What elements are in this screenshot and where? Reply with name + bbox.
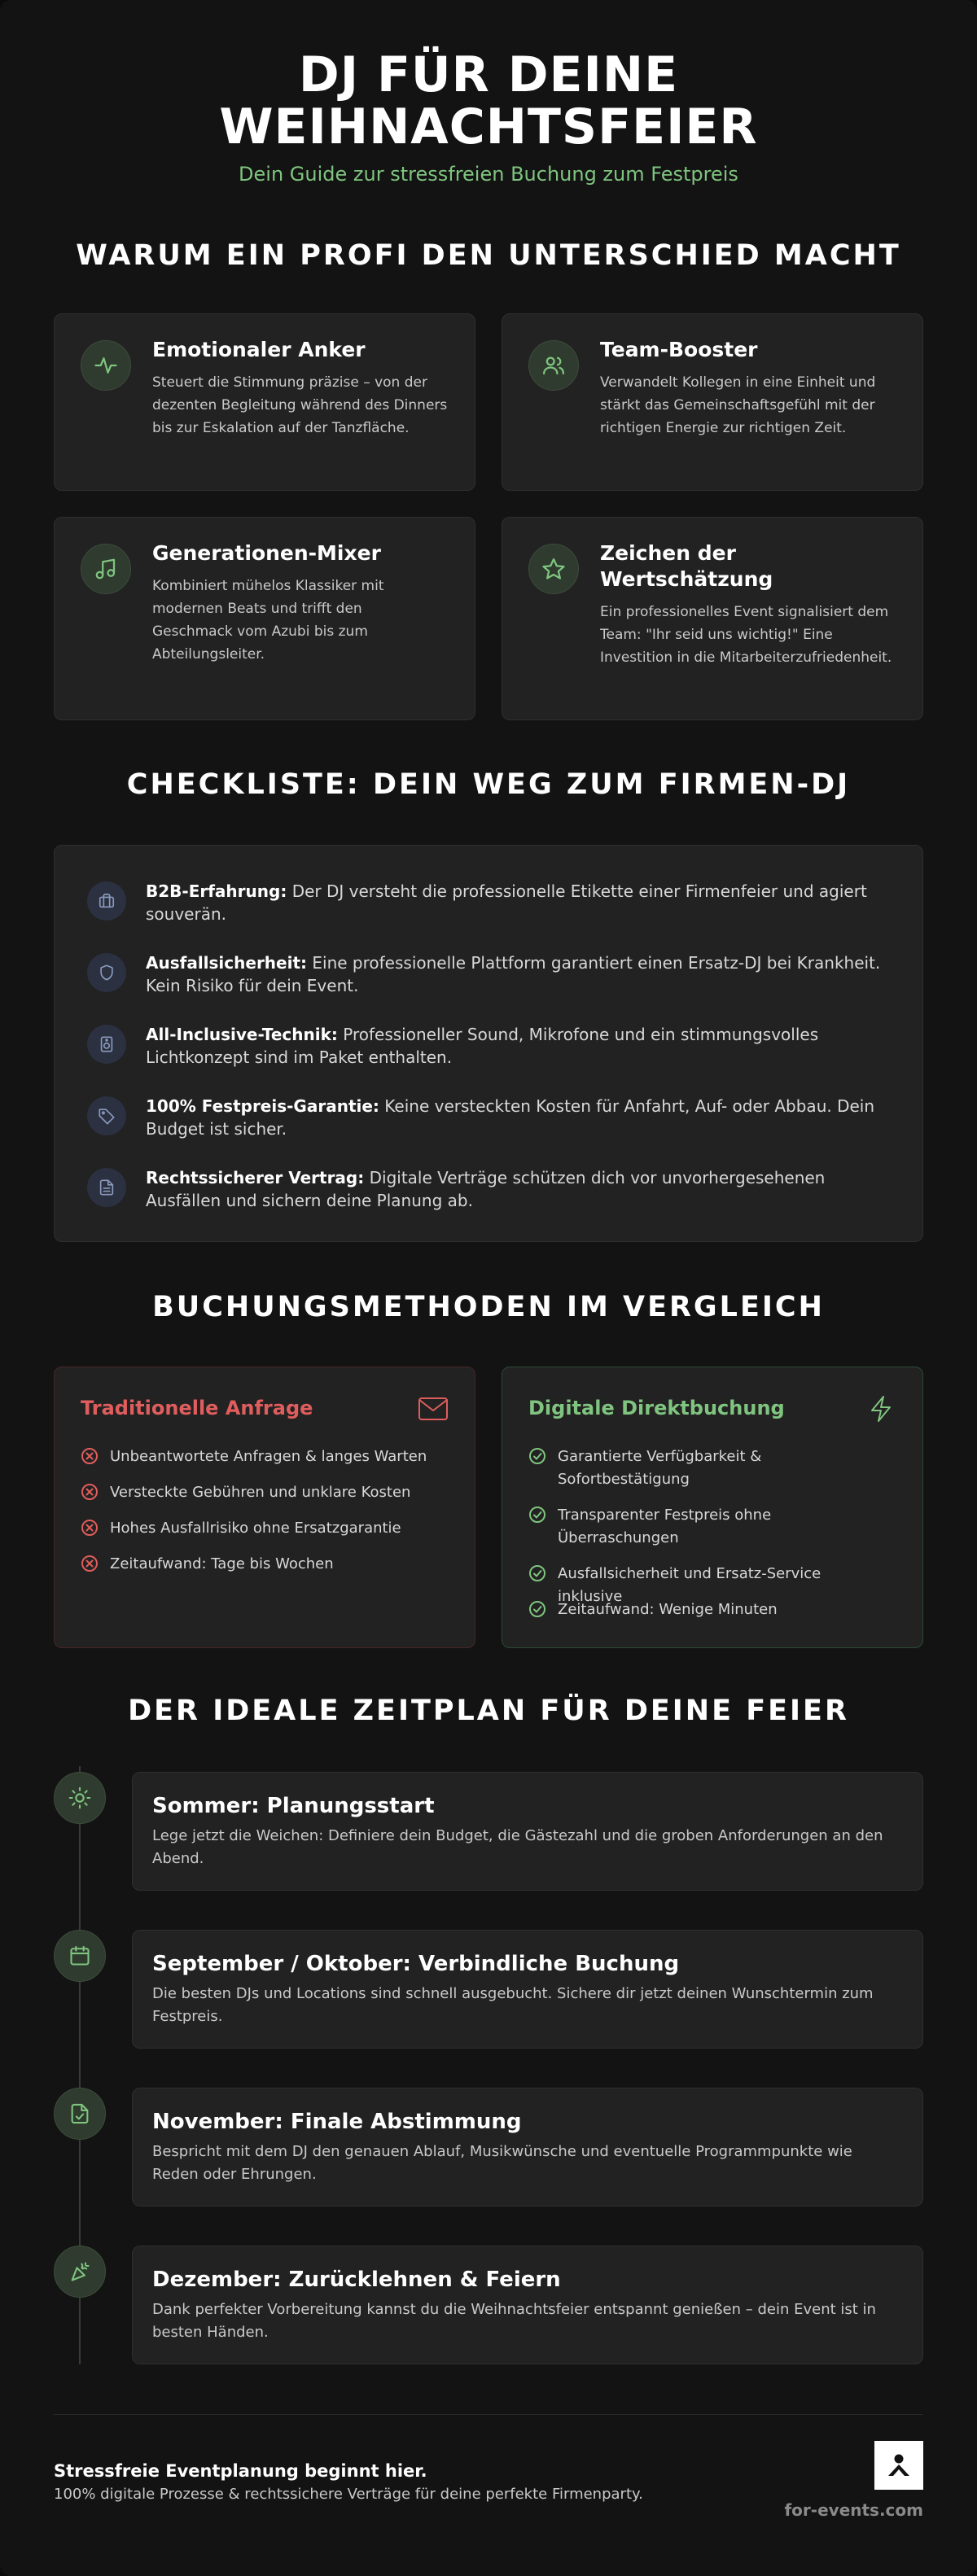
reason-title: Team-Booster [600, 338, 758, 361]
direct-method-text: Garantierte Verfügbarkeit & Sofortbestätigung [558, 1448, 762, 1488]
reason-card [54, 313, 475, 491]
traditional-method-text: Versteckte Gebühren und unklare Kosten [110, 1484, 411, 1501]
tag-icon [87, 1096, 126, 1135]
footer-domain-link[interactable]: for-events.com [784, 2500, 923, 2520]
checklist-text [146, 1095, 895, 1140]
footer-text: 100% digitale Prozesse & rechtssichere Verträge für deine perfekte Firmenparty. [54, 2486, 643, 2503]
checklist-label: B2B-Erfahrung: [146, 881, 287, 901]
checklist-text [146, 951, 895, 997]
section-heading-timeline: DER IDEALE ZEITPLAN FÜR DEINE FEIER [128, 1695, 849, 1727]
speaker-icon [87, 1025, 126, 1064]
checklist-label: 100% Festpreis-Garantie: [146, 1096, 379, 1116]
timeline-step-title: September / Oktober: Verbindliche Buchung [152, 1952, 680, 1976]
x-circle-icon [81, 1519, 99, 1537]
page-subtitle: Dein Guide zur stressfreien Buchung zum Festpreis [239, 163, 738, 186]
shield-icon [87, 953, 126, 992]
section-heading-checklist: CHECKLISTE: DEIN WEG ZUM FIRMEN-DJ [126, 768, 851, 801]
checklist-label: Ausfallsicherheit: [146, 953, 308, 973]
checklist-description: Keine versteckten Kosten für Anfahrt, Auf- oder Abbau. Dein Budget ist sicher. [146, 1096, 875, 1139]
check-circle-icon [528, 1600, 546, 1618]
timeline-step-title: Dezember: Zurücklehnen & Feiern [152, 2268, 561, 2292]
file-check-icon [54, 2088, 106, 2140]
briefcase-icon [87, 881, 126, 921]
reason-title: Emotionaler Anker [152, 338, 366, 361]
music-note-icon [81, 544, 131, 594]
checklist-description: Professioneller Sound, Mikrofone und ein stimmungsvolles Lichtkonzept sind im Paket enthalten. [146, 1025, 819, 1067]
checklist-text [146, 880, 895, 925]
timeline-step-card [132, 2088, 923, 2206]
checklist-card [54, 845, 923, 1242]
direct-method-card [502, 1367, 923, 1648]
timeline-step-card [132, 1772, 923, 1891]
direct-method-text: Transparenter Festpreis ohne Überraschungen [558, 1507, 772, 1546]
timeline-step-title: Sommer: Planungsstart [152, 1794, 435, 1818]
lightning-icon [865, 1395, 896, 1423]
direct-method-title: Digitale Direktbuchung [528, 1397, 785, 1419]
reason-text: Verwandelt Kollegen in eine Einheit und stärkt das Gemeinschaftsgefühl mit der richtigen Energie zur richtigen Zeit. [600, 374, 876, 436]
footer-divider [54, 2414, 923, 2415]
section-heading-methods: BUCHUNGSMETHODEN IM VERGLEICH [152, 1291, 825, 1323]
direct-method-text: Zeitaufwand: Wenige Minuten [558, 1601, 778, 1618]
timeline-step-text: Lege jetzt die Weichen: Definiere dein Budget, die Gästezahl und die groben Anforderungen an den Abend. [152, 1827, 883, 1867]
party-icon [54, 2246, 106, 2298]
direct-method-text: Ausfallsicherheit und Ersatz-Service inklusive [558, 1565, 821, 1605]
section-heading-why: WARUM EIN PROFI DEN UNTERSCHIED MACHT [76, 239, 901, 272]
timeline-step-card [132, 2246, 923, 2364]
traditional-method-title: Traditionelle Anfrage [81, 1397, 313, 1419]
checklist-text [146, 1023, 895, 1069]
timeline-step-text: Dank perfekter Vorbereitung kannst du die Weihnachtsfeier entspannt genießen – dein Event ist in besten Händen. [152, 2301, 876, 2341]
traditional-method-text: Unbeantwortete Anfragen & langes Warten [110, 1448, 427, 1465]
reason-card [502, 517, 923, 720]
checklist-label: Rechtssicherer Vertrag: [146, 1168, 365, 1187]
traditional-method-card [54, 1367, 475, 1648]
brand-logo-icon [883, 2449, 915, 2482]
page-title-line-1: DJ FÜR DEINE [298, 46, 679, 103]
activity-icon [81, 340, 131, 391]
checklist-text [146, 1166, 895, 1212]
mail-icon [418, 1395, 449, 1423]
reason-text: Steuert die Stimmung präzise – von der dezenten Begleitung während des Dinners bis zur Eskalation auf der Tanzfläche. [152, 374, 448, 436]
checklist-description: Eine professionelle Plattform garantiert einen Ersatz-DJ bei Krankheit. Kein Risiko für dein Event. [146, 953, 881, 995]
checklist-description: Der DJ versteht die professionelle Etikette einer Firmenfeier und agiert souverän. [146, 881, 867, 924]
x-circle-icon [81, 1483, 99, 1501]
reason-title: Generationen-Mixer [152, 541, 381, 565]
document-icon [87, 1168, 126, 1207]
x-circle-icon [81, 1447, 99, 1465]
star-icon [528, 544, 579, 594]
timeline-step-text: Die besten DJs und Locations sind schnell ausgebucht. Sichere dir jetzt deinen Wunschtermin zum Festpreis. [152, 1985, 874, 2025]
check-circle-icon [528, 1447, 546, 1465]
checklist-label: All-Inclusive-Technik: [146, 1025, 338, 1044]
timeline-step-title: November: Finale Abstimmung [152, 2110, 522, 2134]
reason-text: Kombiniert mühelos Klassiker mit modernen Beats und trifft den Geschmack vom Azubi bis zum Abteilungsleiter. [152, 578, 384, 663]
sun-icon [54, 1772, 106, 1824]
timeline-step-text: Bespricht mit dem DJ den genauen Ablauf, Musikwünsche und eventuelle Programmpunkte wie Reden oder Ehrungen. [152, 2143, 852, 2183]
x-circle-icon [81, 1555, 99, 1572]
calendar-icon [54, 1930, 106, 1982]
check-circle-icon [528, 1564, 546, 1582]
users-icon [528, 340, 579, 391]
page-title-line-2: WEIHNACHTSFEIER [219, 98, 758, 155]
reason-card [502, 313, 923, 491]
checklist-description: Digitale Verträge schützen dich vor unvorhergesehenen Ausfällen und sichern deine Planung ab. [146, 1168, 826, 1210]
footer-title: Stressfreie Eventplanung beginnt hier. [54, 2461, 427, 2481]
timeline-step-card [132, 1930, 923, 2049]
traditional-method-text: Zeitaufwand: Tage bis Wochen [110, 1555, 334, 1572]
brand-logo [874, 2441, 923, 2490]
reason-card [54, 517, 475, 720]
traditional-method-text: Hohes Ausfallrisiko ohne Ersatzgarantie [110, 1520, 401, 1537]
check-circle-icon [528, 1506, 546, 1524]
reason-text: Ein professionelles Event signalisiert dem Team: "Ihr seid uns wichtig!" Eine Investition in die Mitarbeiterzufriedenheit. [600, 604, 892, 666]
reason-title: Zeichen der Wertschätzung [600, 541, 773, 591]
